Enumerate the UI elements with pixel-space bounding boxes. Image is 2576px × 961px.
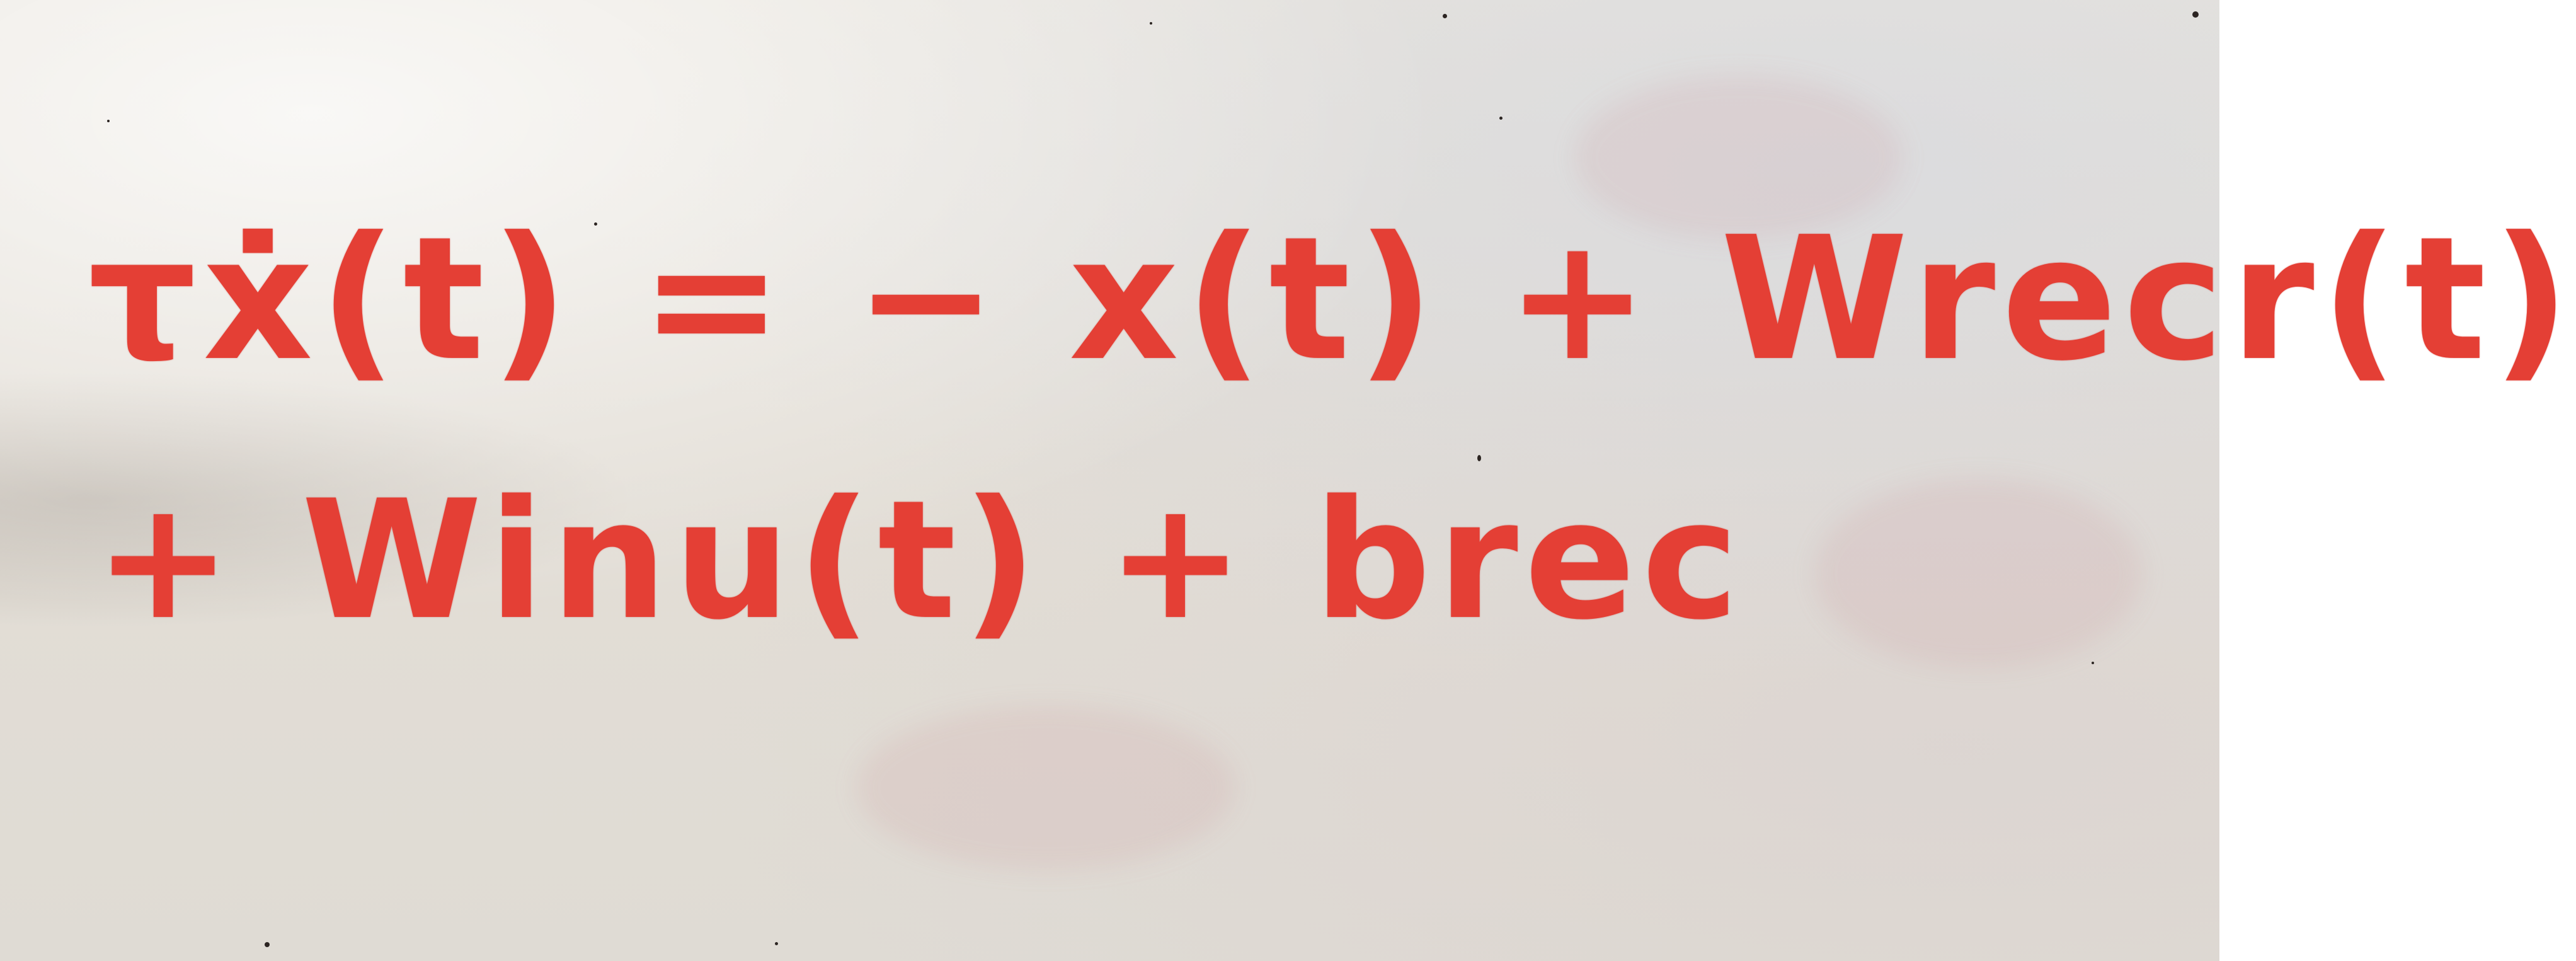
eraser-smudge bbox=[1814, 479, 2142, 668]
board-speck bbox=[2092, 662, 2094, 664]
eraser-smudge bbox=[857, 706, 1235, 870]
board-speck bbox=[107, 120, 110, 122]
board-speck bbox=[1477, 455, 1481, 461]
board-speck bbox=[1443, 14, 1447, 18]
board-speck bbox=[1150, 22, 1152, 25]
equation-line-2: + Winu(t) + brec bbox=[94, 466, 1746, 656]
board-speck bbox=[775, 942, 778, 945]
board-speck bbox=[265, 942, 270, 947]
board-speck bbox=[2192, 11, 2199, 18]
equation-line-1: τẋ(t) = − x(t) + Wrecr(t) bbox=[88, 200, 2576, 398]
board-speck bbox=[1499, 117, 1503, 120]
